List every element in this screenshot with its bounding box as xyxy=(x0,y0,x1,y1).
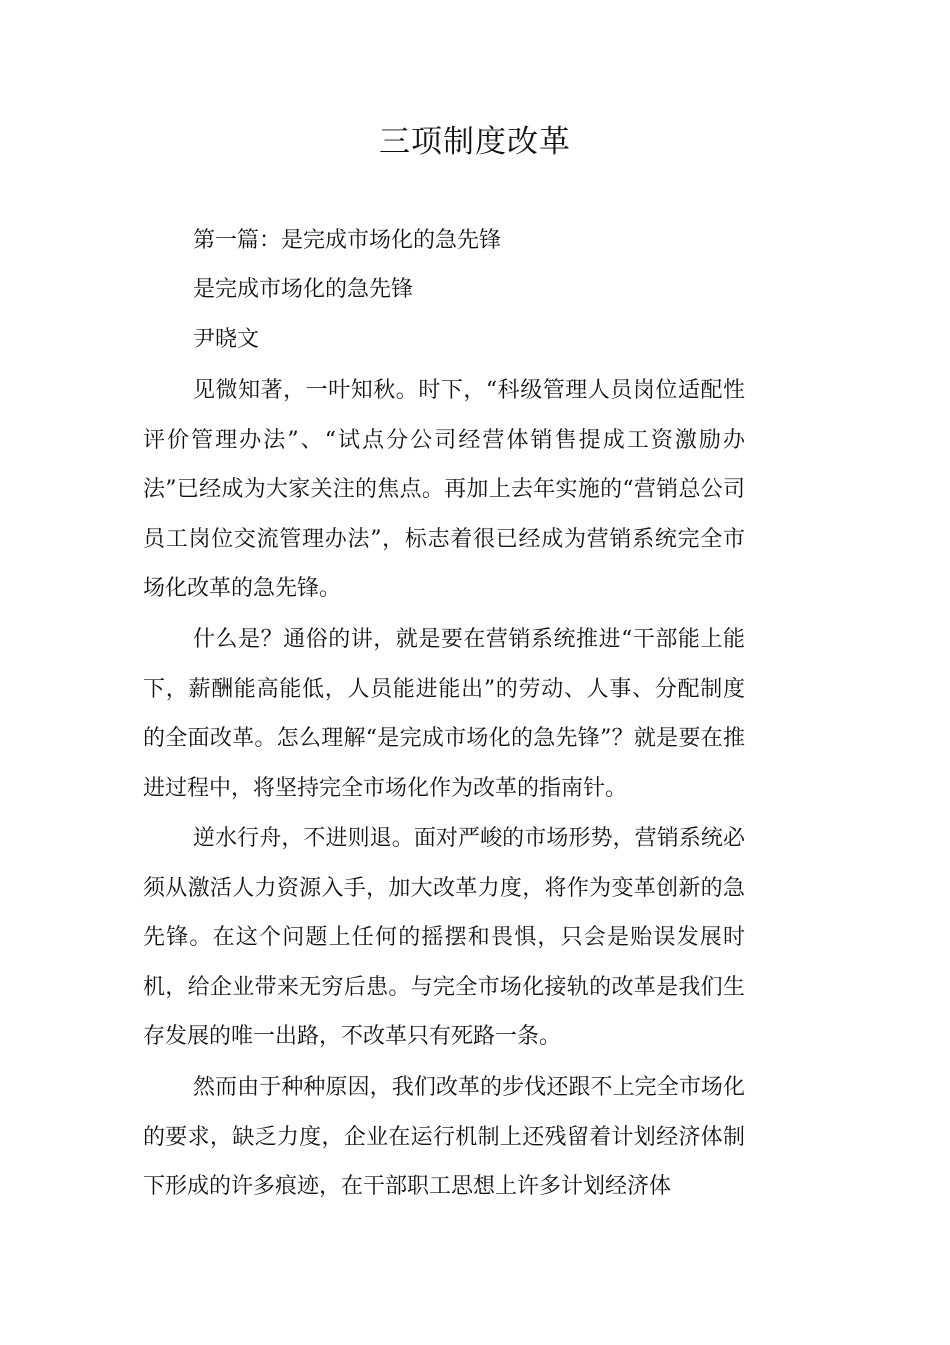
section-subtitle: 是完成市场化的急先锋 xyxy=(193,277,414,302)
paragraph-1: 见微知著，一叶知秋。时下，“科级管理人员岗位适配性评价管理办法”、“试点分公司经营体销售提成工资激励办法”已经成为大家关注的焦点。再加上去年实施的“营销总公司员工岗位交流管理办法”，标志着很已经成为营销系统完全市场化改革的急先锋。 xyxy=(143,378,745,601)
paragraph-2: 什么是？通俗的讲，就是要在营销系统推进“干部能上能下，薪酬能高能低，人员能进能出”的劳动、人事、分配制度的全面改革。怎么理解“是完成市场化的急先锋”？就是要在推进过程中，将坚持完全市场化作为改革的指南针。 xyxy=(143,627,745,801)
chapter-heading: 第一篇：是完成市场化的急先锋 xyxy=(193,228,502,253)
paragraph-3: 逆水行舟，不进则退。面对严峻的市场形势，营销系统必须从激活人力资源入手，加大改革力度，将作为变革创新的急先锋。在这个问题上任何的摇摆和畏惧，只会是贻误发展时机，给企业带来无穷后患。与完全市场化接轨的改革是我们生存发展的唯一出路，不改革只有死路一条。 xyxy=(143,826,745,1049)
author-name: 尹晓文 xyxy=(193,327,260,352)
document-title: 三项制度改革 xyxy=(379,124,571,160)
paragraph-4: 然而由于种种原因，我们改革的步伐还跟不上完全市场化的要求，缺乏力度，企业在运行机制上还残留着计划经济体制下形成的许多痕迹，在干部职工思想上许多计划经济体 xyxy=(143,1075,745,1199)
